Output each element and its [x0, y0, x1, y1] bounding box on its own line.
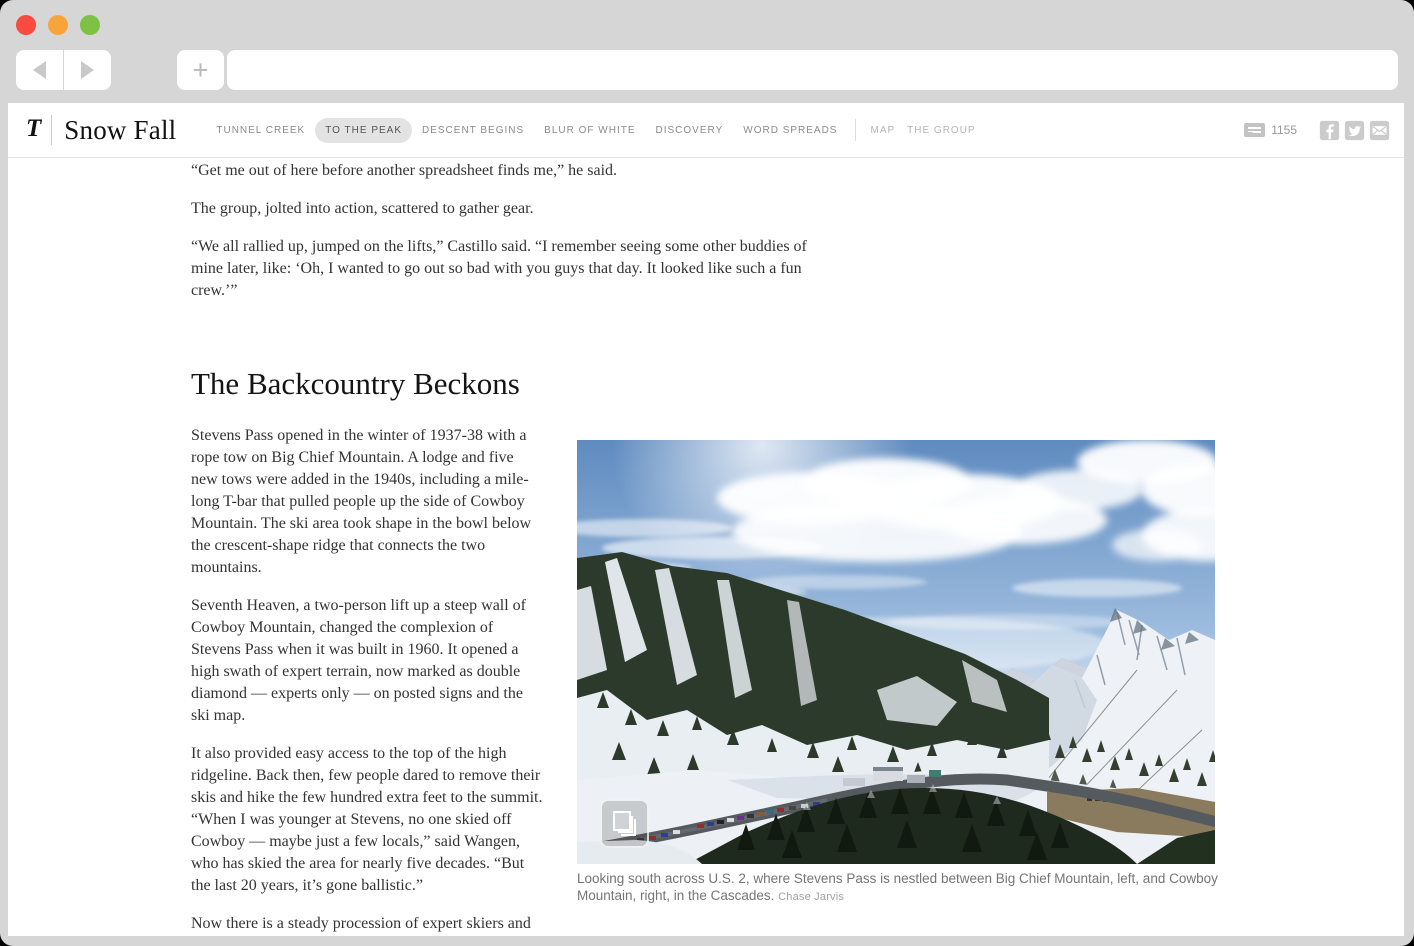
comments-button[interactable]	[1244, 123, 1297, 137]
new-tab-button[interactable]: +	[177, 50, 224, 90]
site-header	[8, 103, 1404, 158]
paragraph: It also provided easy access to the top of the high ridgeline. Back then, few people dared to remove their skis and hike the few hundred extra feet to the summit. “When I was younger at Stevens, no one skied off Cowboy — maybe just a few locals,” said Wangen, who has skied the area for nearly five decades. “But the last 20 years, it’s gone ballistic.”	[191, 745, 543, 894]
nav-tunnel-creek[interactable]: TUNNEL CREEK	[216, 124, 306, 136]
paragraph: “Get me out of here before another spreadsheet finds me,” he said.	[191, 162, 618, 179]
email-icon[interactable]	[1369, 120, 1390, 141]
nav-divider	[855, 119, 856, 141]
paragraph: Seventh Heaven, a two-person lift up a steep wall of Cowboy Mountain, changed the complexion of Stevens Pass when it was built in 1960. It opened a high swath of expert terrain, now marked as double diamond — experts only — on posted signs and the ski map.	[191, 597, 527, 724]
nav-descent-begins[interactable]: DESCENT BEGINS	[422, 124, 525, 136]
comment-count: 1155	[1271, 123, 1297, 137]
browser-toolbar	[16, 50, 1398, 90]
nav-discovery[interactable]: DISCOVERY	[655, 124, 724, 136]
mountain-photo-illustration	[577, 440, 1215, 864]
chapter-nav	[206, 118, 981, 143]
paragraph: The group, jolted into action, scattered to gather gear.	[191, 200, 534, 217]
forward-button[interactable]	[64, 50, 111, 90]
facebook-icon[interactable]	[1319, 120, 1340, 141]
stacked-photos-icon	[610, 809, 640, 839]
slideshow-button[interactable]	[600, 799, 649, 848]
site-title[interactable]: Snow Fall	[64, 114, 177, 145]
body-paragraphs	[191, 425, 543, 936]
intro-paragraphs	[191, 160, 816, 318]
nav-the-group[interactable]: THE GROUP	[907, 124, 976, 136]
caption-text: Looking south across U.S. 2, where Stevens Pass is nestled between Big Chief Mountain, left, and Cowboy Mountain, right, in the Cascades.	[577, 871, 1218, 903]
photo-caption	[577, 870, 1225, 906]
twitter-icon[interactable]	[1344, 120, 1365, 141]
header-actions	[1244, 120, 1390, 141]
brand-divider	[51, 115, 52, 145]
window-minimize-button[interactable]	[48, 15, 68, 35]
comment-bubble-icon	[1244, 123, 1265, 137]
nav-blur-of-white[interactable]: BLUR OF WHITE	[544, 124, 636, 136]
nav-map[interactable]: MAP	[870, 124, 896, 136]
paragraph: “We all rallied up, jumped on the lifts,” Castillo said. “I remember seeing some other buddies of mine later, like: ‘Oh, I wanted to go out so bad with you guys that day. It looked like such a fun crew.’”	[191, 238, 807, 299]
section-heading: The Backcountry Beckons	[191, 366, 520, 401]
photo-credit: Chase Jarvis	[778, 891, 845, 903]
window-close-button[interactable]	[16, 15, 36, 35]
page-content	[8, 103, 1404, 936]
stevens-pass-photo	[577, 440, 1215, 864]
forward-arrow-icon	[81, 61, 94, 79]
nyt-logo[interactable]: T	[26, 115, 42, 142]
window-controls	[16, 15, 100, 35]
paragraph: Stevens Pass opened in the winter of 1937-38 with a rope tow on Big Chief Mountain. A lodge and five new tows were added in the 1940s, including a mile-long T-bar that pulled people up the side of Cowboy Mountain. The ski area took shape in the bowl below the crescent-shape ridge that connects the two mountains.	[191, 427, 532, 576]
window-zoom-button[interactable]	[80, 15, 100, 35]
back-arrow-icon	[33, 61, 46, 79]
back-button[interactable]	[16, 50, 63, 90]
nav-to-the-peak[interactable]: TO THE PEAK	[315, 118, 412, 143]
paragraph: Now there is a steady procession of expert skiers and	[191, 915, 531, 932]
address-bar-input[interactable]	[227, 50, 1398, 90]
nav-word-spreads[interactable]: WORD SPREADS	[743, 124, 838, 136]
share-buttons	[1319, 120, 1390, 141]
